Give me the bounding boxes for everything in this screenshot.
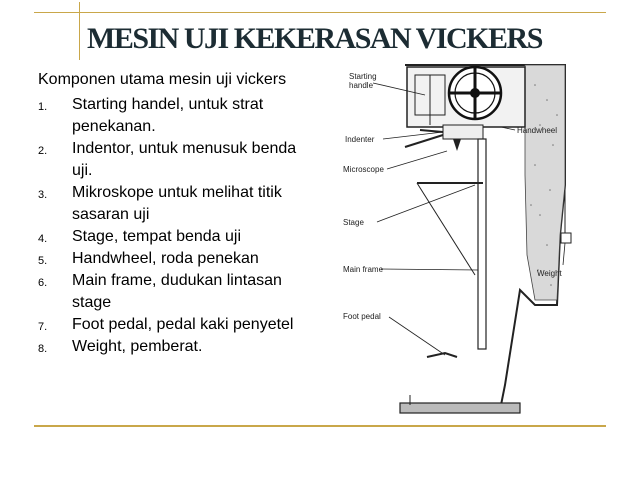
foot-pedal xyxy=(427,353,457,357)
item-text-cont: stage xyxy=(72,294,112,311)
list-item xyxy=(38,182,328,226)
slide-title: MESIN UJI KEKERASAN VICKERS xyxy=(87,22,542,55)
list-item xyxy=(38,314,328,336)
item-text: Mikroskope untuk melihat titik xyxy=(72,184,282,201)
left-rule xyxy=(79,2,80,60)
bottom-rule xyxy=(34,425,606,427)
label-weight: Weight xyxy=(537,269,562,278)
intro-text: Komponen utama mesin uji vickers xyxy=(38,71,287,88)
list-item xyxy=(38,248,328,270)
item-text: Foot pedal, pedal kaki penyetel xyxy=(72,316,294,333)
item-text: Indentor, untuk menusuk benda xyxy=(72,140,297,157)
label-main-frame: Main frame xyxy=(343,265,384,274)
item-number: 3. xyxy=(38,189,48,201)
stage xyxy=(417,183,483,275)
item-text-cont: penekanan. xyxy=(72,118,156,135)
handwheel xyxy=(449,67,501,119)
main-column xyxy=(478,139,486,349)
label-foot-pedal: Foot pedal xyxy=(343,312,381,321)
label-indenter: Indenter xyxy=(345,135,375,144)
indenter-assembly xyxy=(405,125,483,151)
item-text: Handwheel, roda penekan xyxy=(72,250,259,267)
item-text: Weight, pemberat. xyxy=(72,338,203,355)
item-text: Main frame, dudukan lintasan xyxy=(72,272,282,289)
item-number: 4. xyxy=(38,233,48,245)
item-text-cont: sasaran uji xyxy=(72,206,150,223)
list-item xyxy=(38,94,328,138)
item-number: 2. xyxy=(38,145,48,157)
item-text-cont: uji. xyxy=(72,162,93,179)
item-number: 5. xyxy=(38,255,48,267)
label-starting: Starting xyxy=(349,72,377,81)
item-number: 6. xyxy=(38,277,48,289)
item-number: 7. xyxy=(38,321,48,333)
list-item xyxy=(38,226,328,248)
label-handle: handle xyxy=(349,81,374,90)
item-text: Stage, tempat benda uji xyxy=(72,228,242,245)
vickers-machine-diagram xyxy=(335,55,593,425)
item-number: 1. xyxy=(38,101,48,113)
list-item xyxy=(38,138,328,182)
item-number: 8. xyxy=(38,343,48,355)
component-list xyxy=(38,94,328,358)
item-text: Starting handel, untuk strat xyxy=(72,96,264,113)
list-item xyxy=(38,336,328,358)
top-rule xyxy=(34,12,606,13)
label-handwheel: Handwheel xyxy=(517,126,558,135)
label-microscope: Microscope xyxy=(343,165,384,174)
label-stage: Stage xyxy=(343,218,364,227)
list-item xyxy=(38,270,328,314)
